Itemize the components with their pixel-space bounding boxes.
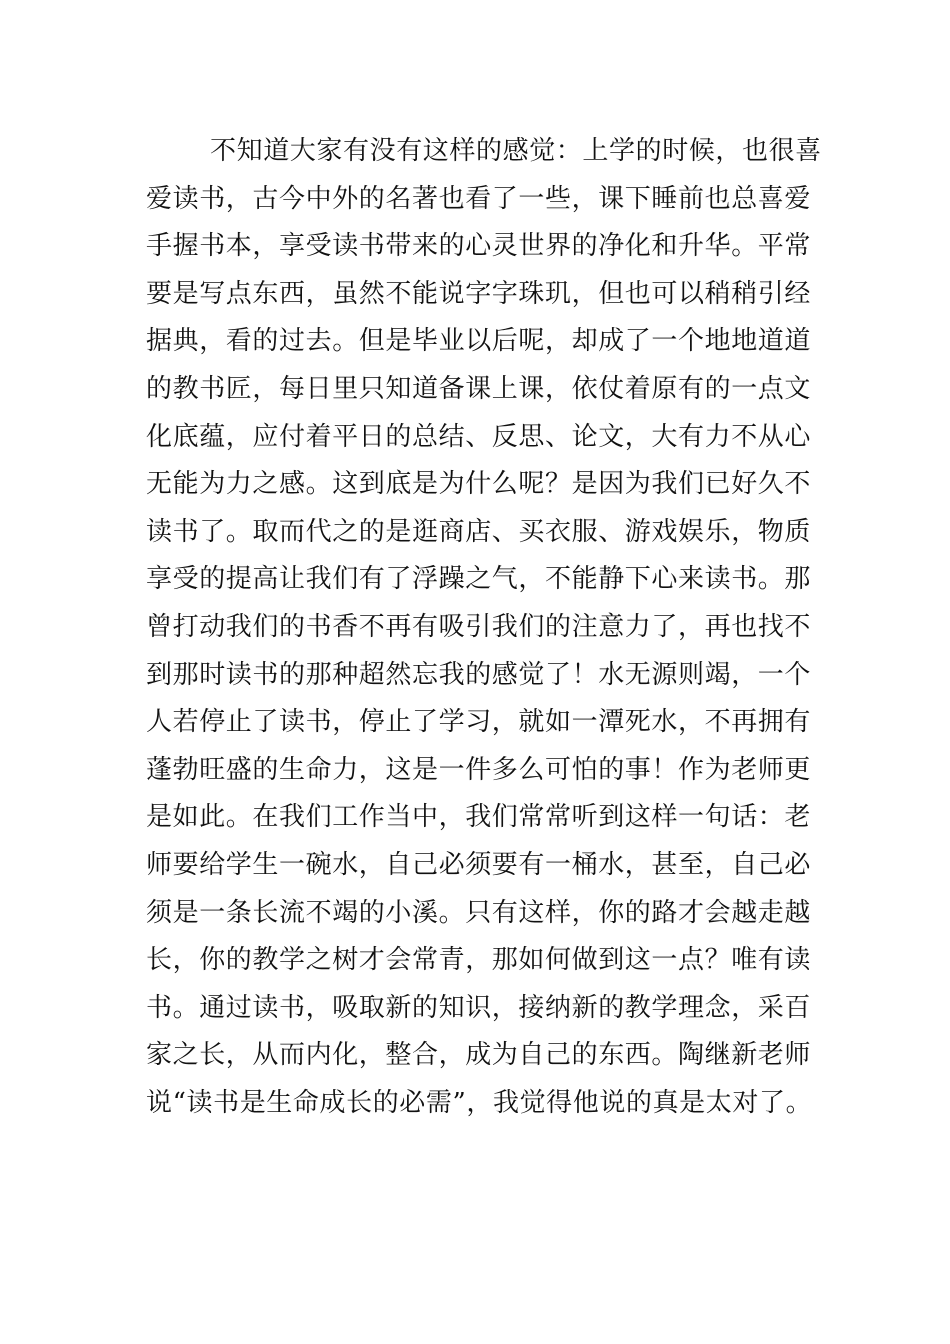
paragraph-line-6: 的教书匠，每日里只知道备课上课，依仗着原有的一点文 bbox=[146, 373, 812, 404]
paragraph-line-7: 化底蕴，应付着平日的总结、反思、论文，大有力不从心 bbox=[146, 421, 812, 452]
paragraph-line-5: 据典，看的过去。但是毕业以后呢，却成了一个地地道道 bbox=[146, 326, 812, 357]
paragraph-line-12: 到那时读书的那种超然忘我的感觉了！水无源则竭，一个 bbox=[146, 659, 812, 690]
paragraph-line-9: 读书了。取而代之的是逛商店、买衣服、游戏娱乐，物质 bbox=[146, 516, 812, 547]
paragraph-line-8: 无能为力之感。这到底是为什么呢？是因为我们已好久不 bbox=[146, 469, 812, 500]
paragraph-line-14: 蓬勃旺盛的生命力，这是一件多么可怕的事！作为老师更 bbox=[146, 754, 812, 785]
paragraph-line-21: 说“读书是生命成长的必需”，我觉得他说的真是太对了。 bbox=[146, 1087, 813, 1118]
paragraph-line-17: 须是一条长流不竭的小溪。只有这样，你的路才会越走越 bbox=[146, 897, 812, 928]
body-paragraph bbox=[146, 128, 822, 1127]
paragraph-line-13: 人若停止了读书，停止了学习，就如一潭死水，不再拥有 bbox=[146, 707, 812, 738]
paragraph-line-19: 书。通过读书，吸取新的知识，接纳新的教学理念，采百 bbox=[146, 992, 812, 1023]
paragraph-line-1: 不知道大家有没有这样的感觉：上学的时候，也很喜 bbox=[210, 136, 822, 166]
paragraph-line-16: 师要给学生一碗水，自己必须要有一桶水，甚至，自己必 bbox=[146, 849, 812, 880]
paragraph-line-18: 长，你的教学之树才会常青，那如何做到这一点？唯有读 bbox=[146, 945, 812, 976]
paragraph-line-10: 享受的提高让我们有了浮躁之气，不能静下心来读书。那 bbox=[146, 564, 812, 595]
paragraph-line-11: 曾打动我们的书香不再有吸引我们的注意力了，再也找不 bbox=[146, 611, 812, 642]
paragraph-line-4: 要是写点东西，虽然不能说字字珠玑，但也可以稍稍引经 bbox=[146, 278, 812, 309]
paragraph-line-3: 手握书本，享受读书带来的心灵世界的净化和升华。平常 bbox=[146, 231, 812, 262]
paragraph-line-15: 是如此。在我们工作当中，我们常常听到这样一句话：老 bbox=[146, 802, 812, 833]
paragraph-line-20: 家之长，从而内化，整合，成为自己的东西。陶继新老师 bbox=[146, 1040, 812, 1071]
paragraph-line-2: 爱读书，古今中外的名著也看了一些，课下睡前也总喜爱 bbox=[146, 183, 812, 214]
